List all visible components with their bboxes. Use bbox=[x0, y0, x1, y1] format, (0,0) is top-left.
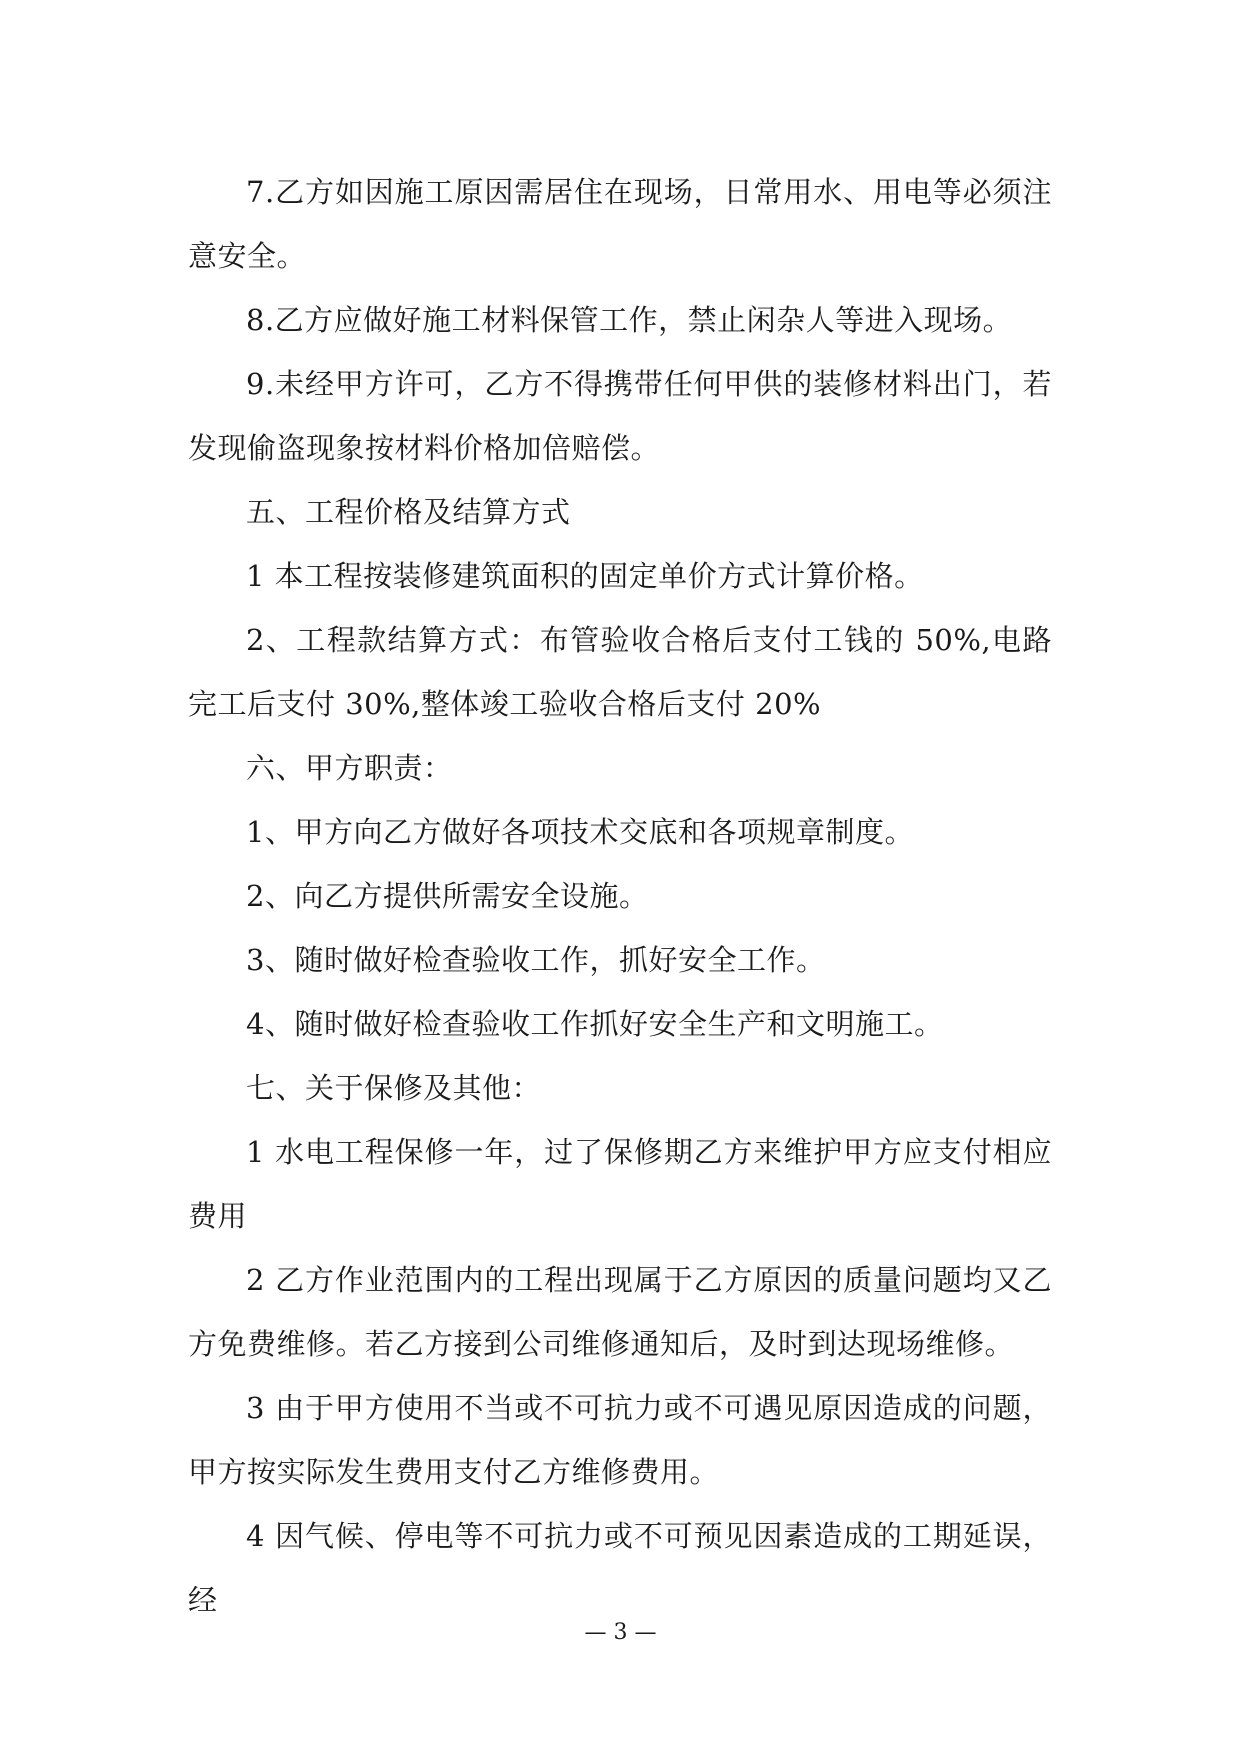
section-heading-5: 五、工程价格及结算方式 bbox=[246, 495, 571, 529]
clause-8: 8.乙方应做好施工材料保管工作，禁止闲杂人等进入现场。 bbox=[246, 303, 1013, 337]
document-body bbox=[188, 160, 1052, 1632]
clause-9: 9.未经甲方许可，乙方不得携带任何甲供的装修材料出门，若发现偷盗现象按材料价格加倍赔偿。 bbox=[188, 367, 1052, 465]
section-6-item-4: 4、随时做好检查验收工作抓好安全生产和文明施工。 bbox=[246, 1007, 944, 1041]
clause-7: 7.乙方如因施工原因需居住在现场，日常用水、用电等必须注意安全。 bbox=[188, 175, 1052, 273]
section-6-item-1: 1、甲方向乙方做好各项技术交底和各项规章制度。 bbox=[246, 815, 914, 849]
section-heading-6: 六、甲方职责： bbox=[246, 751, 453, 785]
section-7-item-4: 4 因气候、停电等不可抗力或不可预见因素造成的工期延误，经 bbox=[188, 1519, 1052, 1617]
section-5-item-2: 2、工程款结算方式：布管验收合格后支付工钱的 50%,电路完工后支付 30%,整体竣工验收合格后支付 20% bbox=[188, 623, 1052, 721]
section-6-item-2: 2、向乙方提供所需安全设施。 bbox=[246, 879, 649, 913]
section-7-item-1: 1 水电工程保修一年，过了保修期乙方来维护甲方应支付相应费用 bbox=[188, 1135, 1052, 1233]
section-5-item-1: 1 本工程按装修建筑面积的固定单价方式计算价格。 bbox=[246, 559, 924, 593]
section-7-item-2: 2 乙方作业范围内的工程出现属于乙方原因的质量问题均又乙方免费维修。若乙方接到公司维修通知后，及时到达现场维修。 bbox=[188, 1263, 1052, 1361]
page-number: — 3 — bbox=[584, 1620, 657, 1645]
section-heading-7: 七、关于保修及其他： bbox=[246, 1071, 542, 1105]
section-6-item-3: 3、随时做好检查验收工作，抓好安全工作。 bbox=[246, 943, 826, 977]
section-7-item-3: 3 由于甲方使用不当或不可抗力或不可遇见原因造成的问题，甲方按实际发生费用支付乙方维修费用。 bbox=[188, 1391, 1052, 1489]
